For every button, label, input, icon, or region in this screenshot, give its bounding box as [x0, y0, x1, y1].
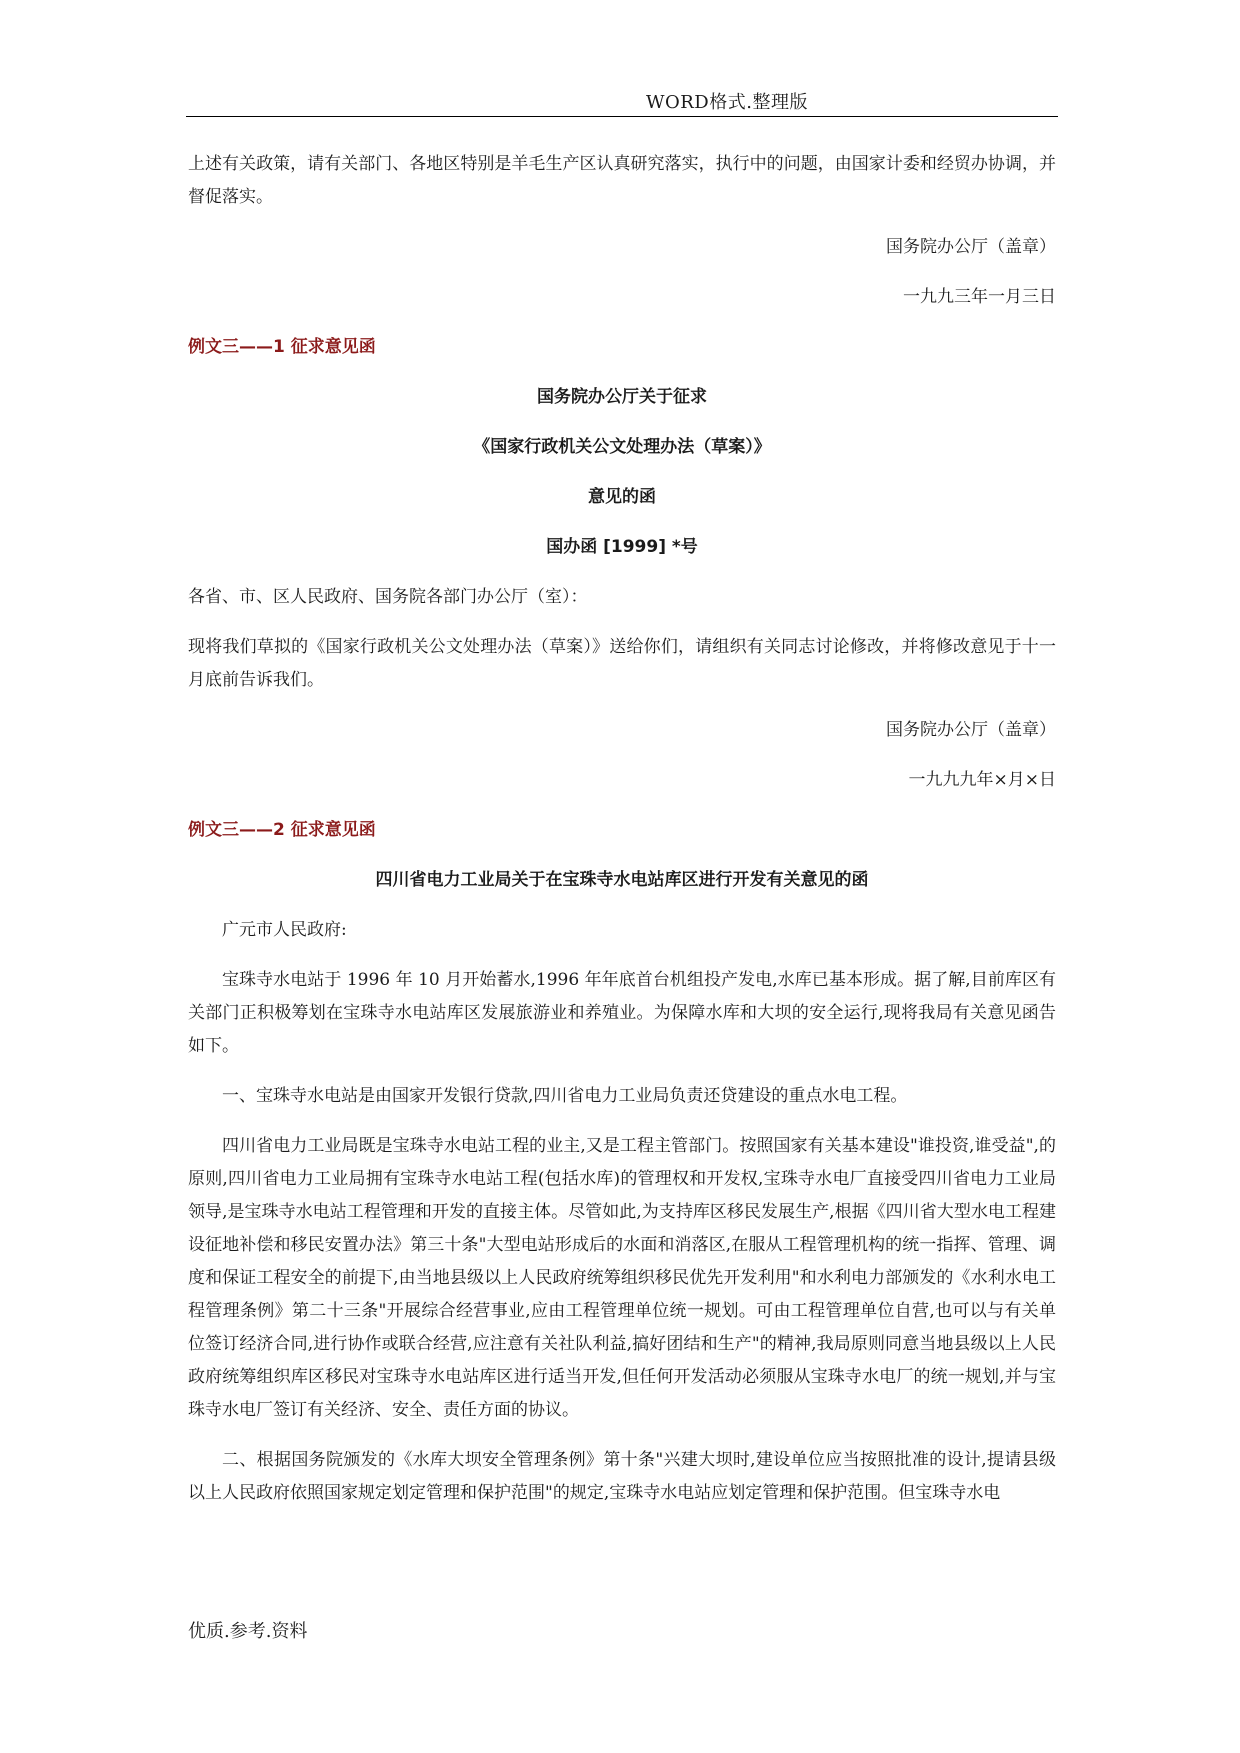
- example1-date: 一九九九年×月×日: [908, 770, 1056, 790]
- example1-title-line2: 《国家行政机关公文处理办法（草案）》: [473, 437, 771, 457]
- example1-signature: 国务院办公厅（盖章）: [886, 720, 1056, 740]
- page-footer: 优质.参考.资料: [188, 1621, 308, 1642]
- intro-date: 一九九三年一月三日: [903, 287, 1056, 307]
- example2-para3: 四川省电力工业局既是宝珠寺水电站工程的业主,又是工程主管部门。按照国家有关基本建设"谁投资,谁受益",的原则,四川省电力工业局拥有宝珠寺水电站工程(包括水库)的管理权和开发权,宝珠寺水电厂直接受四川省电力工业局领导,是宝珠寺水电站工程管理和开发的直接主体。尽管如此,为支持库区移民发展生产,根据《四川省大型水电工程建设征地补偿和移民安置办法》第三十条"大型电站形成后的水面和消落区,在服从工程管理机构的统一指挥、管理、调度和保证工程安全的前提下,由当地县级以上人民政府统筹组织移民优先开发利用"和水利电力部颁发的《水利水电工程管理条例》第二十三条"开展综合经营事业,应由工程管理单位统一规划。可由工程管理单位自营,也可以与有关单位签订经济合同,进行协作或联合经营,应注意有关社队利益,搞好团结和生产"的精神,我局原则同意当地县级以上人民政府统筹组织库区移民对宝珠寺水电站库区进行适当开发,但任何开发活动必须服从宝珠寺水电厂的统一规划,并与宝珠寺水电厂签订有关经济、安全、责任方面的协议。: [188, 1136, 1056, 1420]
- example2-para1: 宝珠寺水电站于 1996 年 10 月开始蓄水,1996 年年底首台机组投产发电,水库已基本形成。据了解,目前库区有关部门正积极筹划在宝珠寺水电站库区发展旅游业和养殖业。为保障水库和大坝的安全运行,现将我局有关意见函告如下。: [188, 970, 1056, 1056]
- example2-recipient: 广元市人民政府:: [222, 920, 347, 940]
- example1-title-line3: 意见的函: [588, 487, 656, 507]
- example2-label: 例文三——2 征求意见函: [188, 820, 376, 840]
- example2-para2: 一、宝珠寺水电站是由国家开发银行贷款,四川省电力工业局负责还贷建设的重点水电工程。: [222, 1086, 908, 1106]
- example1-body: 现将我们草拟的《国家行政机关公文处理办法（草案）》送给你们，请组织有关同志讨论修改，并将修改意见于十一月底前告诉我们。: [188, 637, 1056, 690]
- example1-title-line1: 国务院办公厅关于征求: [537, 387, 707, 407]
- intro-signature: 国务院办公厅（盖章）: [886, 237, 1056, 257]
- example1-label: 例文三——1 征求意见函: [188, 337, 376, 357]
- example1-doc-number: 国办函 [1999] *号: [546, 537, 698, 557]
- document-body: [188, 148, 1056, 1510]
- header-text: WORD格式.整理版: [646, 92, 808, 113]
- example2-para4: 二、根据国务院颁发的《水库大坝安全管理条例》第十条"兴建大坝时,建设单位应当按照批准的设计,提请县级以上人民政府依照国家规定划定管理和保护范围"的规定,宝珠寺水电站应划定管理和保护范围。但宝珠寺水电: [188, 1450, 1056, 1503]
- example2-title: 四川省电力工业局关于在宝珠寺水电站库区进行开发有关意见的函: [375, 870, 869, 890]
- page-header: [186, 86, 1058, 117]
- intro-paragraph: 上述有关政策，请有关部门、各地区特别是羊毛生产区认真研究落实，执行中的问题，由国家计委和经贸办协调，并督促落实。: [188, 154, 1056, 207]
- example1-recipient: 各省、市、区人民政府、国务院各部门办公厅（室）：: [188, 587, 588, 607]
